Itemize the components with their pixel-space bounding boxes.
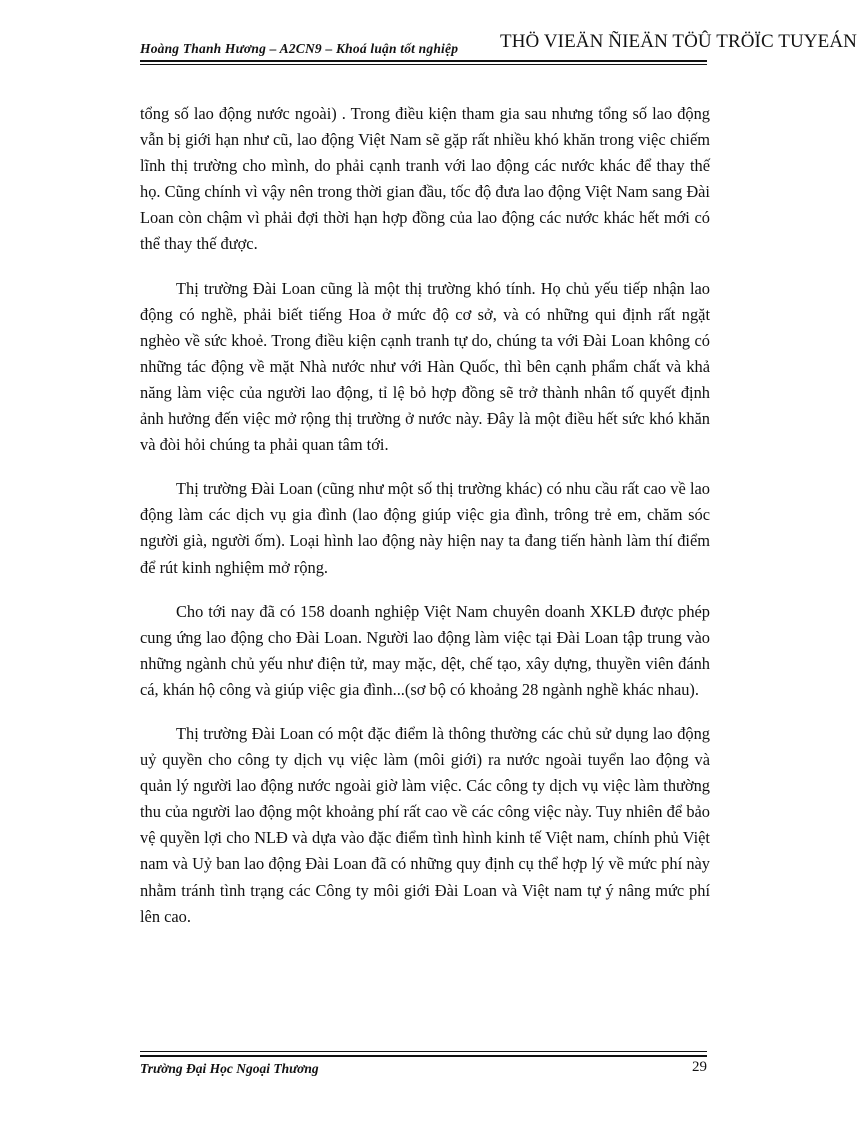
header-author-title: Hoàng Thanh Hương – A2CN9 – Khoá luận tốt nghiệp [140,41,459,56]
footer-school-name: Trường Đại Học Ngoại Thương [140,1061,319,1076]
footer-divider [140,1051,707,1052]
paragraph-2: Thị trường Đài Loan cũng là một thị trường khó tính. Họ chủ yếu tiếp nhận lao động có nghề, phải biết tiếng Hoa ở mức độ cơ sở, và có những qui định rất ngặt nghèo về sức khoẻ. Trong điều kiện cạnh tranh tự do, chúng ta với Đài Loan không có những tác động về mặt Nhà nước như với Hàn Quốc, thì bên cạnh phẩm chất và khả năng làm việc của người lao động, tỉ lệ bỏ hợp đồng sẽ trở thành nhân tố quyết định ảnh hưởng đến việc mở rộng thị trường ở nước này. Đây là một điều hết sức khó khăn và đòi hỏi chúng ta phải quan tâm tới. [140,278,710,455]
page-number: 29 [692,1059,707,1075]
document-body [140,101,710,948]
footer-divider-thick [140,1055,707,1057]
paragraph-5: Thị trường Đài Loan có một đặc điểm là thông thường các chủ sử dụng lao động uỷ quyền cho công ty dịch vụ việc làm (môi giới) ra nước ngoài tuyển lao động và quản lý người lao động nước ngoài giờ làm việc. Các công ty dịch vụ việc làm thường thu của người lao động một khoảng phí rất cao về các công việc này. Tuy nhiên để bảo vệ quyền lợi cho NLĐ và dựa vào đặc điểm tình hình kinh tế Việt nam, chính phủ Việt nam và Uỷ ban lao động Đài Loan đã có những quy định cụ thể hợp lý về mức phí này nhằm tránh tình trạng các Công ty môi giới Đài Loan và Việt nam tự ý nâng mức phí lên cao. [140,723,710,926]
header-divider [140,60,707,62]
header-library-banner: THÖ VIEÄN ÑIEÄN TÖÛ TRÖÏC TUYEÁN [500,31,857,52]
paragraph-1: tổng số lao động nước ngoài) . Trong điều kiện tham gia sau nhưng tổng số lao động vẫn bị giới hạn như cũ, lao động Việt Nam sẽ gặp rất nhiều khó khăn trong việc chiếm lĩnh thị trường cho mình, do phải cạnh tranh với lao động các nước khác để thay thế họ. Cũng chính vì vậy nên trong thời gian đầu, tốc độ đưa lao động Việt Nam sang Đài Loan còn chậm vì phải đợi thời hạn hợp đồng của lao động các nước khác hết mới có thể thay thế được. [140,104,710,254]
paragraph-3: Thị trường Đài Loan (cũng như một số thị trường khác) có nhu cầu rất cao về lao động làm các dịch vụ gia đình (lao động giúp việc gia đình, trông trẻ em, chăm sóc người già, người ốm). Loại hình lao động này hiện nay ta đang tiến hành làm thí điểm để rút kinh nghiệm mở rộng. [140,479,710,577]
header-divider-thin [140,64,707,65]
paragraph-4: Cho tới nay đã có 158 doanh nghiệp Việt Nam chuyên doanh XKLĐ được phép cung ứng lao động cho Đài Loan. Người lao động làm việc tại Đài Loan tập trung vào những ngành chủ yếu như điện tử, may mặc, dệt, chế tạo, xây dựng, thuyền viên đánh cá, khán hộ công và giúp việc gia đình...(sơ bộ có khoảng 28 ngành nghề khác nhau). [140,601,710,699]
